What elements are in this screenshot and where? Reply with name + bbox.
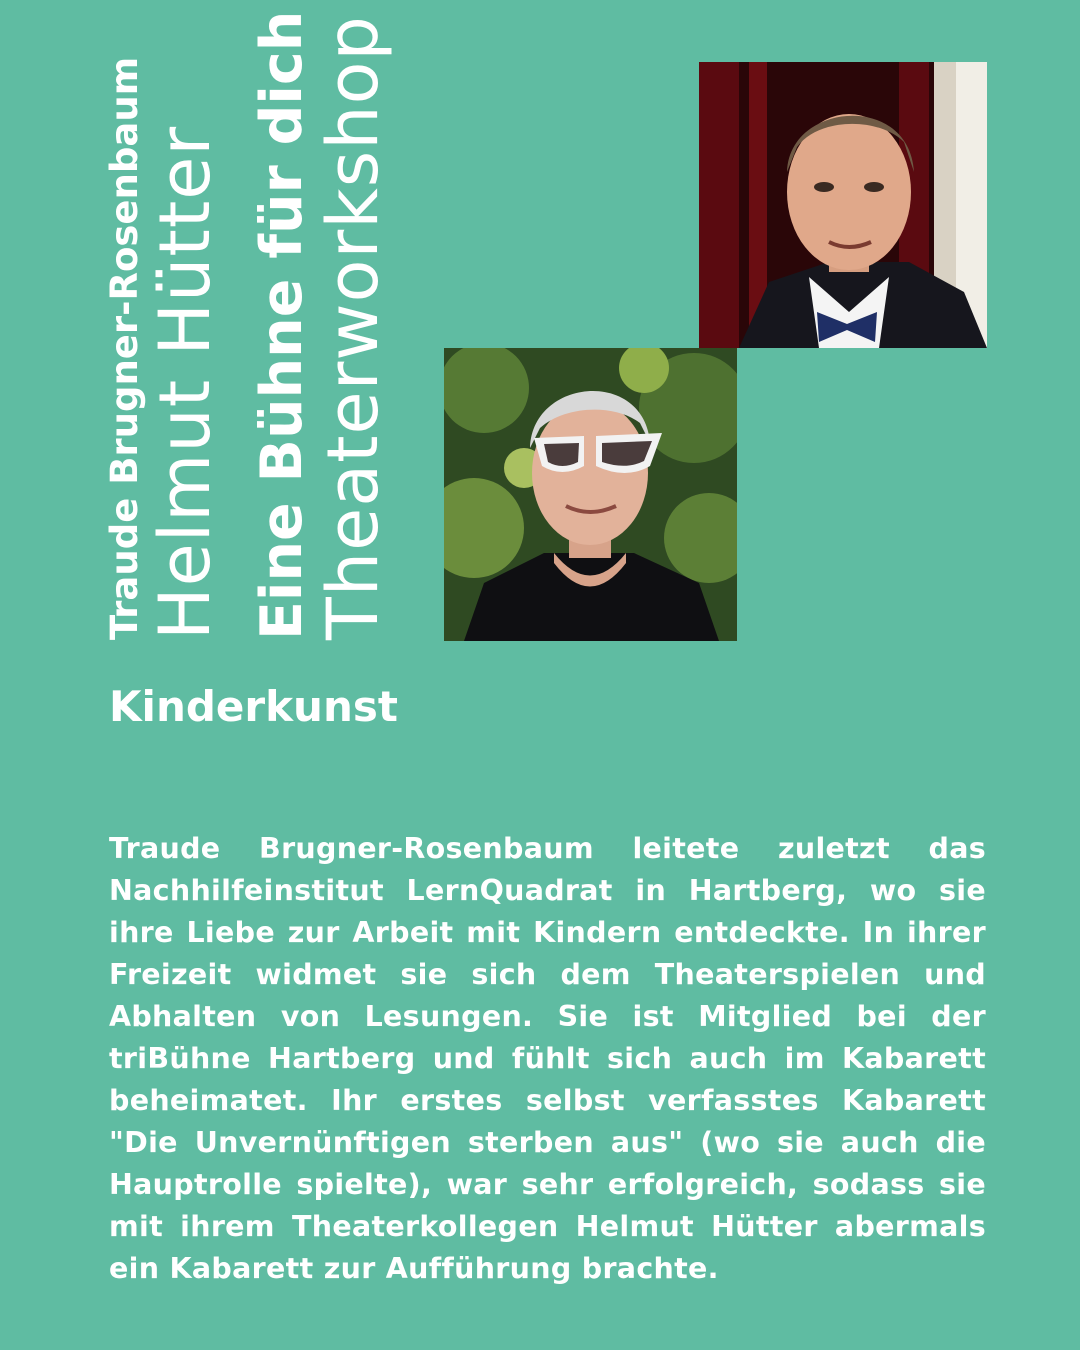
portrait-woman-image: [444, 348, 737, 641]
vertical-title-buehne: Eine Bühne für dich: [249, 10, 315, 640]
vertical-name-traude: Traude Brugner-Rosenbaum: [103, 56, 146, 640]
portrait-traude: [444, 348, 737, 641]
section-heading-kinderkunst: Kinderkunst: [109, 682, 398, 731]
vertical-name-helmut: Helmut Hütter: [144, 125, 226, 640]
portrait-man-image: [699, 62, 987, 348]
portrait-helmut: [699, 62, 987, 348]
bio-paragraph: Traude Brugner-Rosenbaum leitete zuletzt das Nachhilfeinstitut LernQuadrat in Hartberg, wo sie ihre Liebe zur Arbeit mit Kindern entdeckte. In ihrer Freizeit widmet sie sich dem Theaterspielen und Abhalten von Lesungen. Sie ist Mitglied bei der triBühne Hartberg und fühlt sich auch im Kabarett beheimatet. Ihr erstes selbst verfasstes Kabarett "Die Unvernünftigen sterben aus" (wo sie auch die Hauptrolle spielte), war sehr erfolgreich, sodass sie mit ihrem Theaterkollegen Helmut Hütter abermals ein Kabarett zur Aufführung brachte.: [109, 832, 986, 1285]
vertical-subtitle-workshop: Theaterworkshop: [312, 15, 394, 640]
